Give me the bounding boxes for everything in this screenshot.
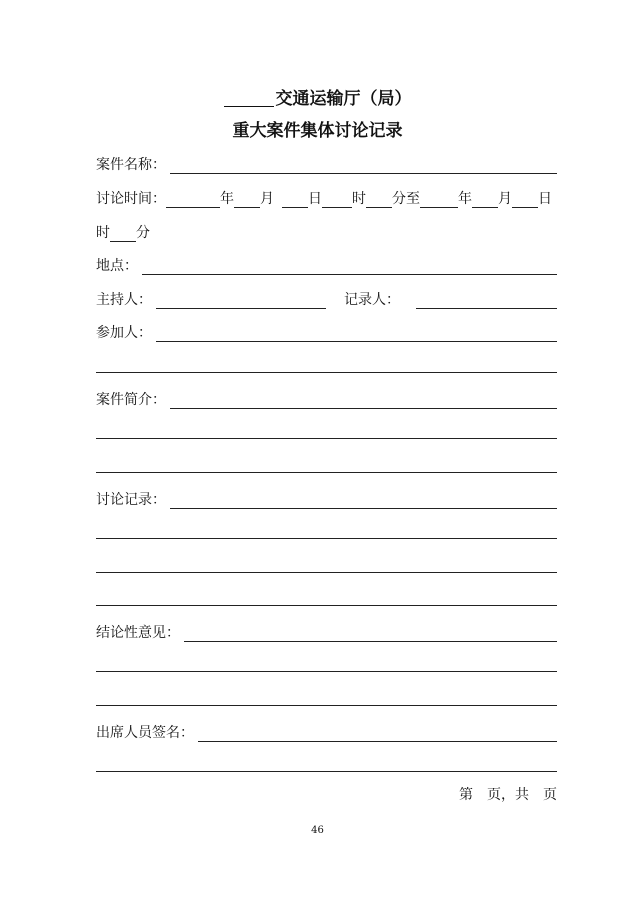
host-recorder-row bbox=[96, 287, 557, 309]
hour-unit: 时 bbox=[352, 191, 366, 207]
participants-label: 参加人： bbox=[96, 325, 152, 341]
end-hour-unit: 时 bbox=[96, 225, 110, 241]
agency-name-blank[interactable] bbox=[224, 90, 274, 107]
end-year-field[interactable] bbox=[420, 192, 458, 208]
discussion-time-row bbox=[96, 186, 557, 208]
form-title-agency bbox=[0, 84, 635, 109]
start-year-field[interactable] bbox=[166, 192, 220, 208]
minute-to-unit: 分至 bbox=[392, 191, 420, 207]
case-summary-row bbox=[96, 387, 557, 409]
discussion-record-line-2[interactable] bbox=[96, 538, 557, 539]
discussion-record-line-3[interactable] bbox=[96, 572, 557, 573]
signature-line-2[interactable] bbox=[96, 771, 557, 772]
participants-field[interactable] bbox=[156, 325, 557, 342]
end-month-field[interactable] bbox=[472, 192, 498, 208]
discussion-record-line-4[interactable] bbox=[96, 605, 557, 606]
end-minute-field[interactable] bbox=[110, 226, 136, 242]
month-unit: 月 bbox=[260, 191, 274, 207]
location-field[interactable] bbox=[142, 258, 557, 275]
conclusion-line-3[interactable] bbox=[96, 705, 557, 706]
conclusion-field[interactable] bbox=[184, 625, 557, 642]
host-field[interactable] bbox=[156, 293, 326, 309]
host-label: 主持人： bbox=[96, 292, 152, 308]
start-day-field[interactable] bbox=[282, 192, 308, 208]
location-label: 地点： bbox=[96, 258, 138, 274]
discussion-record-label: 讨论记录： bbox=[96, 492, 166, 508]
end-minute-unit: 分 bbox=[136, 225, 150, 241]
end-year-unit: 年 bbox=[458, 191, 472, 207]
case-name-row bbox=[96, 152, 557, 174]
end-day-field[interactable] bbox=[512, 192, 538, 208]
form-title: 重大案件集体讨论记录 bbox=[232, 121, 403, 141]
discussion-time-label: 讨论时间： bbox=[96, 191, 166, 207]
recorder-field[interactable] bbox=[416, 292, 557, 309]
case-name-label: 案件名称： bbox=[96, 157, 166, 173]
signature-label: 出席人员签名： bbox=[96, 725, 194, 741]
year-unit: 年 bbox=[220, 191, 234, 207]
signature-row bbox=[96, 720, 557, 742]
participants-row bbox=[96, 320, 557, 342]
case-summary-field[interactable] bbox=[170, 392, 557, 409]
end-month-unit: 月 bbox=[498, 191, 512, 207]
participants-line-2[interactable] bbox=[96, 372, 557, 373]
recorder-label: 记录人： bbox=[344, 292, 400, 308]
discussion-record-field[interactable] bbox=[170, 492, 557, 509]
end-day-unit: 日 bbox=[538, 191, 552, 207]
start-minute-field[interactable] bbox=[366, 192, 392, 208]
start-month-field[interactable] bbox=[234, 192, 260, 208]
discussion-record-row bbox=[96, 487, 557, 509]
case-summary-line-3[interactable] bbox=[96, 472, 557, 473]
case-name-field[interactable] bbox=[170, 157, 557, 174]
conclusion-label: 结论性意见： bbox=[96, 625, 180, 641]
day-unit: 日 bbox=[308, 191, 322, 207]
start-hour-field[interactable] bbox=[322, 192, 352, 208]
location-row bbox=[96, 253, 557, 275]
discussion-time-row-2 bbox=[96, 220, 557, 242]
conclusion-row bbox=[96, 620, 557, 642]
case-summary-line-2[interactable] bbox=[96, 438, 557, 439]
page-number: 46 bbox=[311, 825, 324, 836]
conclusion-line-2[interactable] bbox=[96, 671, 557, 672]
agency-title-text: 交通运输厅（局） bbox=[275, 89, 412, 109]
signature-field[interactable] bbox=[198, 725, 557, 742]
page-counter: 第 页，共 页 bbox=[459, 787, 557, 803]
case-summary-label: 案件简介： bbox=[96, 392, 166, 408]
